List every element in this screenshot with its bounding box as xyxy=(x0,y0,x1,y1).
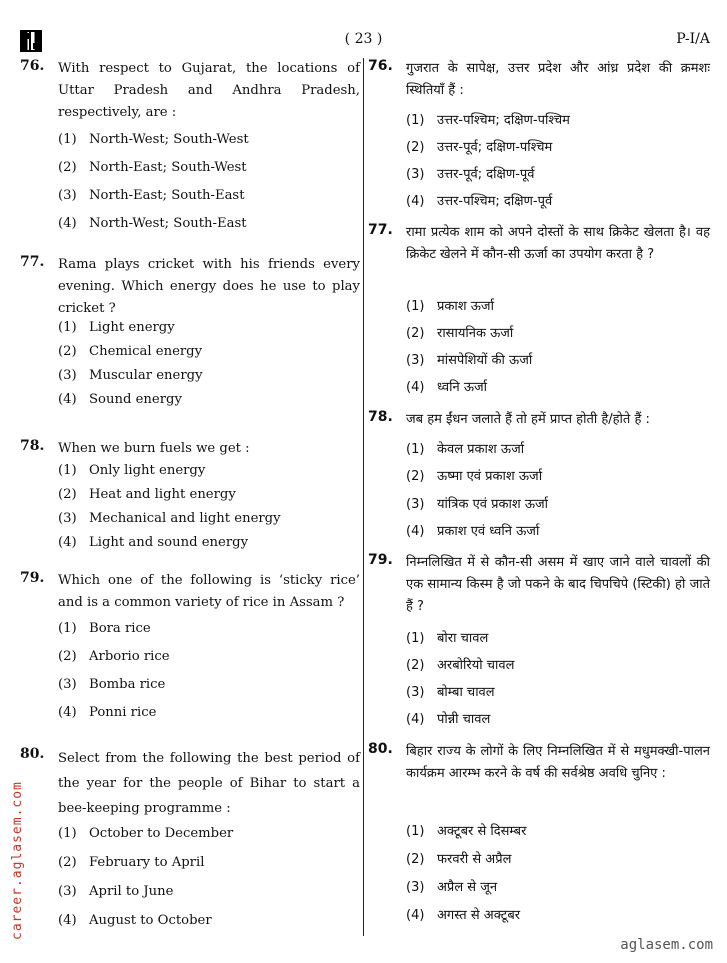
question-number: 78. xyxy=(368,409,393,425)
question-number: 76. xyxy=(368,58,393,74)
page-number: ( 23 ) xyxy=(344,31,383,47)
option-4[interactable]: (4) Sound energy xyxy=(58,392,182,407)
option-1[interactable]: (1) उत्तर-पश्चिम; दक्षिण-पश्चिम xyxy=(406,113,570,128)
option-3[interactable]: (3) अप्रैल से जून xyxy=(406,880,498,895)
paper-code: P-I/A xyxy=(676,31,710,47)
option-2[interactable]: (2) फरवरी से अप्रैल xyxy=(406,852,512,867)
question-text: With respect to Gujarat, the locations of Uttar Pradesh and Andhra Pradesh, respectively, are : xyxy=(58,61,360,120)
option-4[interactable]: (4) Light and sound energy xyxy=(58,535,249,550)
option-1[interactable]: (1) अक्टूबर से दिसम्बर xyxy=(406,824,527,839)
question-number: 79. xyxy=(20,570,45,586)
question-78-en xyxy=(20,438,360,550)
question-number: 80. xyxy=(20,746,45,762)
option-2[interactable]: (2) February to April xyxy=(58,855,205,870)
option-1[interactable]: (1) प्रकाश ऊर्जा xyxy=(406,299,494,314)
option-3[interactable]: (3) यांत्रिक एवं प्रकाश ऊर्जा xyxy=(406,497,549,512)
option-4[interactable]: (4) पोन्नी चावल xyxy=(406,712,491,727)
option-2[interactable]: (2) उत्तर-पूर्व; दक्षिण-पश्चिम xyxy=(406,140,553,155)
option-3[interactable]: (3) Mechanical and light energy xyxy=(58,511,281,526)
column-divider xyxy=(363,58,364,936)
question-text: When we burn fuels we get : xyxy=(58,441,250,456)
option-4[interactable]: (4) अगस्त से अक्टूबर xyxy=(406,908,521,923)
question-78-hi xyxy=(368,409,710,539)
option-2[interactable]: (2) अरबोरियो चावल xyxy=(406,658,515,673)
question-text: बिहार राज्य के लोगों के लिए निम्नलिखित में से मधुमक्खी-पालन कार्यक्रम आरम्भ करने के वर्ष की सर्वश्रेष्ठ अवधि चुनिए : xyxy=(406,744,710,781)
option-4[interactable]: (4) ध्वनि ऊर्जा xyxy=(406,380,488,395)
side-watermark: career.aglasem.com xyxy=(10,781,25,940)
option-2[interactable]: (2) रासायनिक ऊर्जा xyxy=(406,326,514,341)
question-text: Select from the following the best period of the year for the people of Bihar to start a bee-keeping programme : xyxy=(58,751,360,816)
option-1[interactable]: (1) North-West; South-West xyxy=(58,132,249,147)
option-3[interactable]: (3) Muscular energy xyxy=(58,368,203,383)
option-1[interactable]: (1) बोरा चावल xyxy=(406,631,489,646)
option-2[interactable]: (2) Heat and light energy xyxy=(58,487,236,502)
option-3[interactable]: (3) उत्तर-पूर्व; दक्षिण-पूर्व xyxy=(406,167,535,182)
option-1[interactable]: (1) केवल प्रकाश ऊर्जा xyxy=(406,442,525,457)
question-number: 80. xyxy=(368,741,393,757)
question-text: निम्नलिखित में से कौन-सी असम में खाए जाने वाले चावलों की एक सामान्य किस्म है जो पकने के बाद चिपचिपे (स्टिकी) हो जाते हैं ? xyxy=(406,555,710,614)
option-3[interactable]: (3) April to June xyxy=(58,884,174,899)
question-number: 78. xyxy=(20,438,45,454)
question-76-en xyxy=(20,58,360,231)
option-1[interactable]: (1) Light energy xyxy=(58,320,175,335)
option-1[interactable]: (1) Bora rice xyxy=(58,621,151,636)
option-1[interactable]: (1) Only light energy xyxy=(58,463,206,478)
option-3[interactable]: (3) Bomba rice xyxy=(58,677,166,692)
question-77-hi xyxy=(368,222,710,395)
question-79-hi xyxy=(368,552,710,727)
question-76-hi xyxy=(368,58,710,209)
option-4[interactable]: (4) प्रकाश एवं ध्वनि ऊर्जा xyxy=(406,524,540,539)
question-text: Rama plays cricket with his friends every evening. Which energy does he use to play cricket ? xyxy=(58,257,360,316)
question-77-en xyxy=(20,254,360,407)
question-text: गुजरात के सापेक्ष, उत्तर प्रदेश और आंध्र प्रदेश की क्रमशः स्थितियाँ हैं : xyxy=(406,61,710,98)
option-4[interactable]: (4) North-West; South-East xyxy=(58,216,247,231)
option-2[interactable]: (2) Arborio rice xyxy=(58,649,170,664)
option-3[interactable]: (3) मांसपेशियों की ऊर्जा xyxy=(406,353,533,368)
option-2[interactable]: (2) North-East; South-West xyxy=(58,160,247,175)
option-4[interactable]: (4) Ponni rice xyxy=(58,705,157,720)
question-79-en xyxy=(20,570,360,720)
question-number: 77. xyxy=(368,222,393,238)
option-3[interactable]: (3) North-East; South-East xyxy=(58,188,245,203)
option-1[interactable]: (1) October to December xyxy=(58,826,234,841)
option-3[interactable]: (3) बोम्बा चावल xyxy=(406,685,495,700)
question-number: 76. xyxy=(20,58,45,74)
question-text: रामा प्रत्येक शाम को अपने दोस्तों के साथ क्रिकेट खेलता है। वह क्रिकेट खेलने में कौन-सी ऊर्जा का उपयोग करता है ? xyxy=(406,225,710,262)
question-text: Which one of the following is ‘sticky rice’ and is a common variety of rice in Assam ? xyxy=(58,573,360,610)
question-text: जब हम ईंधन जलाते हैं तो हमें प्राप्त होती है/होते हैं : xyxy=(406,412,650,427)
question-number: 79. xyxy=(368,552,393,568)
option-4[interactable]: (4) August to October xyxy=(58,913,212,928)
question-80-en xyxy=(20,746,360,928)
question-80-hi xyxy=(368,741,710,923)
option-4[interactable]: (4) उत्तर-पश्चिम; दक्षिण-पूर्व xyxy=(406,194,553,209)
option-2[interactable]: (2) ऊष्मा एवं प्रकाश ऊर्जा xyxy=(406,469,543,484)
footer-watermark: aglasem.com xyxy=(620,937,713,953)
question-number: 77. xyxy=(20,254,45,270)
option-2[interactable]: (2) Chemical energy xyxy=(58,344,203,359)
